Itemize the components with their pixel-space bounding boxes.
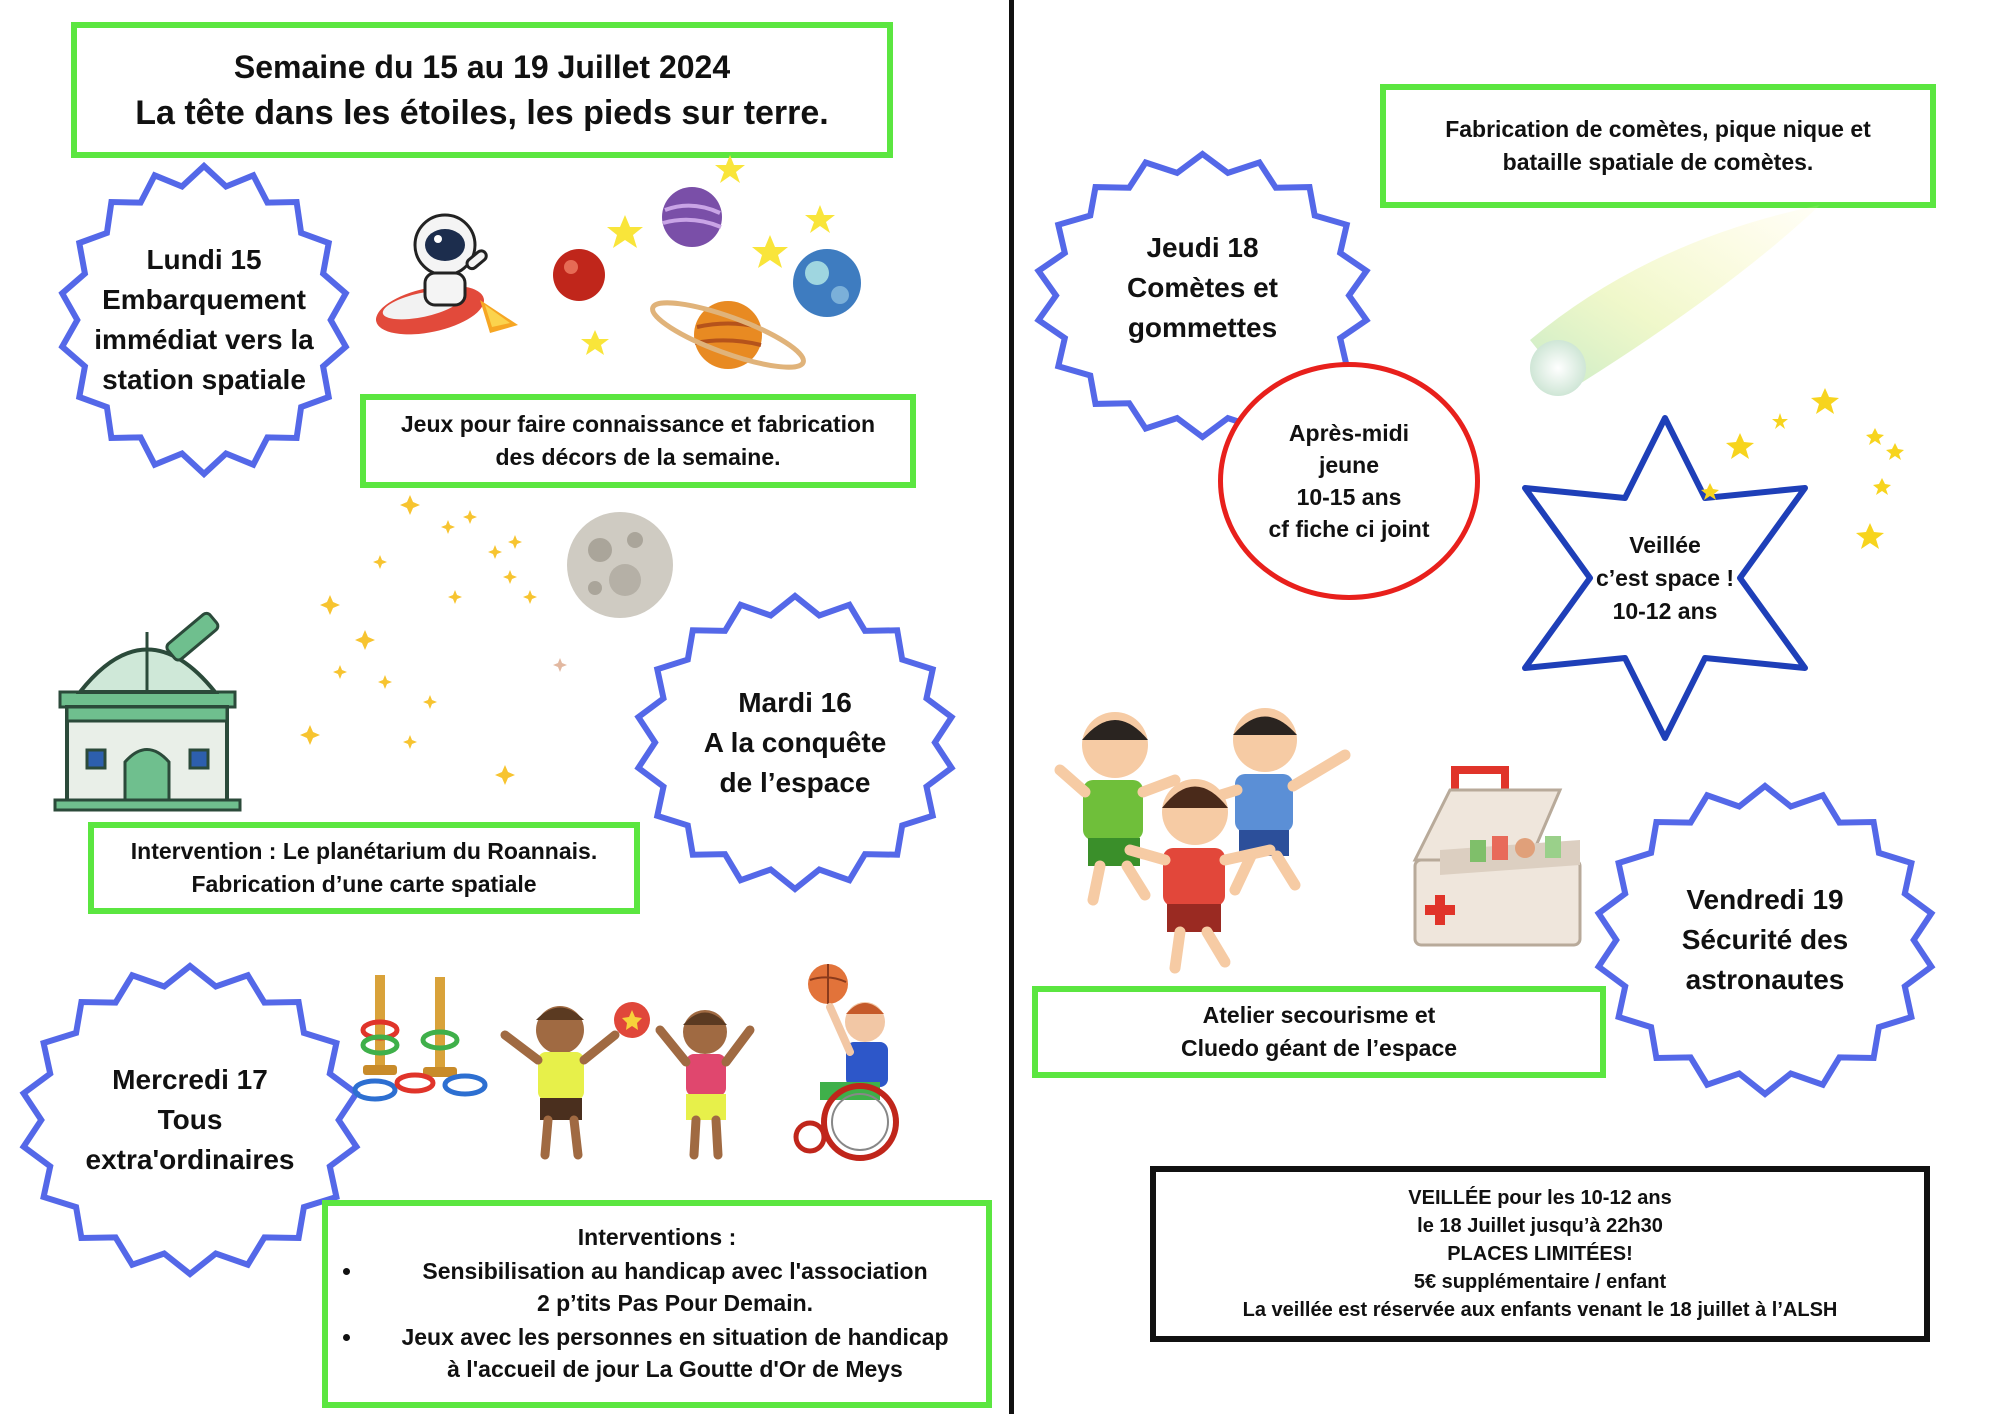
ring-toss-icon (355, 975, 495, 1110)
friday-badge-text (1590, 780, 1940, 1100)
observatory-icon (55, 612, 245, 812)
youth-line1: Après-midi (1288, 420, 1410, 446)
wednesday-title: Mercredi 17 (112, 1064, 268, 1095)
veillee-line3: 10-12 ans (1612, 597, 1718, 624)
youth-line4: cf fiche ci joint (1268, 516, 1430, 542)
wednesday-theme-line2: extra'ordinaires (85, 1144, 295, 1175)
tuesday-title: Mardi 16 (738, 686, 852, 718)
monday-activity-line1: Jeux pour faire connaissance et fabrication (400, 411, 876, 437)
wednesday-activity-item-1 (364, 1255, 986, 1319)
running-kids-icon (1055, 700, 1355, 975)
thursday-title: Jeudi 18 (1146, 232, 1259, 263)
wednesday-item2-line1: • Jeux avec les personnes en situation de handicap (401, 1324, 949, 1350)
monday-title: Lundi 15 (146, 244, 262, 275)
monday-badge-text (54, 160, 354, 480)
monday-theme-line1: Embarquement (102, 284, 306, 315)
tuesday-activity-line1: Intervention : Le planétarium du Roannais. (130, 838, 598, 864)
planets-stars-icon (545, 155, 875, 380)
veillee-line1: Veillée (1629, 531, 1701, 558)
tuesday-theme-line2: de l’espace (719, 766, 871, 798)
wednesday-activity-box (322, 1200, 992, 1408)
monday-activity-line2: des décors de la semaine. (495, 444, 781, 470)
wednesday-badge-text (15, 960, 365, 1280)
notice-line5: La veillée est réservée aux enfants venant le 18 juillet à l’ALSH (1242, 1299, 1838, 1321)
wednesday-item2-line2: à l'accueil de jour La Goutte d'Or de Meys (447, 1356, 903, 1382)
friday-theme-line2: astronautes (1685, 964, 1845, 995)
wednesday-activity-title: Interventions : (577, 1224, 737, 1250)
kids-playing-ball-icon (500, 990, 770, 1170)
thursday-activity-line1: Fabrication de comètes, pique nique et (1445, 116, 1871, 142)
monday-theme-line3: station spatiale (102, 364, 306, 395)
sparkles-decoration (270, 480, 590, 780)
youth-line3: 10-15 ans (1296, 484, 1402, 510)
wednesday-item1-line1: • Sensibilisation au handicap avec l'association (422, 1258, 928, 1284)
friday-theme-line1: Sécurité des (1681, 924, 1849, 955)
veillee-line2: c’est space ! (1595, 564, 1735, 591)
friday-activity-box (1032, 986, 1606, 1078)
wednesday-activity-list (328, 1253, 986, 1387)
tuesday-theme-line1: A la conquête (703, 726, 887, 758)
notice-line4: 5€ supplémentaire / enfant (1413, 1271, 1667, 1293)
veillee-notice-box (1150, 1166, 1930, 1342)
astronaut-rocket-icon (370, 205, 520, 355)
friday-title: Vendredi 19 (1686, 884, 1844, 915)
wednesday-activity-item-2 (364, 1321, 986, 1385)
thursday-activity-box (1380, 84, 1936, 208)
youth-afternoon-text (1218, 362, 1480, 600)
page-divider (1009, 0, 1014, 1414)
wheelchair-basketball-icon (780, 962, 930, 1162)
tuesday-activity-line2: Fabrication d’une carte spatiale (191, 871, 537, 897)
first-aid-kit-icon (1410, 770, 1590, 950)
notice-line1: VEILLÉE pour les 10-12 ans (1408, 1187, 1672, 1209)
friday-activity-line2: Cluedo géant de l’espace (1180, 1035, 1458, 1061)
thursday-activity-line2: bataille spatiale de comètes. (1502, 149, 1814, 175)
week-title-box (71, 22, 893, 158)
tuesday-activity-box (88, 822, 640, 914)
week-theme: La tête dans les étoiles, les pieds sur terre. (135, 94, 829, 132)
monday-activity-box (360, 394, 916, 488)
monday-theme-line2: immédiat vers la (94, 324, 314, 355)
thursday-theme-line1: Comètes et (1127, 272, 1278, 303)
thursday-theme-line2: gommettes (1127, 312, 1278, 343)
tuesday-badge-text (630, 590, 960, 895)
wednesday-item1-line2: 2 p’tits Pas Pour Demain. (536, 1290, 814, 1316)
notice-line2: le 18 Juillet jusqu’à 22h30 (1417, 1215, 1663, 1237)
notice-line3: PLACES LIMITÉES! (1447, 1243, 1633, 1265)
friday-activity-line1: Atelier secourisme et (1202, 1002, 1436, 1028)
crescent-moon-stars-icon (1690, 388, 1915, 558)
comet-icon (1500, 200, 1830, 420)
youth-line2: jeune (1318, 452, 1380, 478)
wednesday-theme-line1: Tous (157, 1104, 223, 1135)
week-dates: Semaine du 15 au 19 Juillet 2024 (233, 49, 731, 85)
